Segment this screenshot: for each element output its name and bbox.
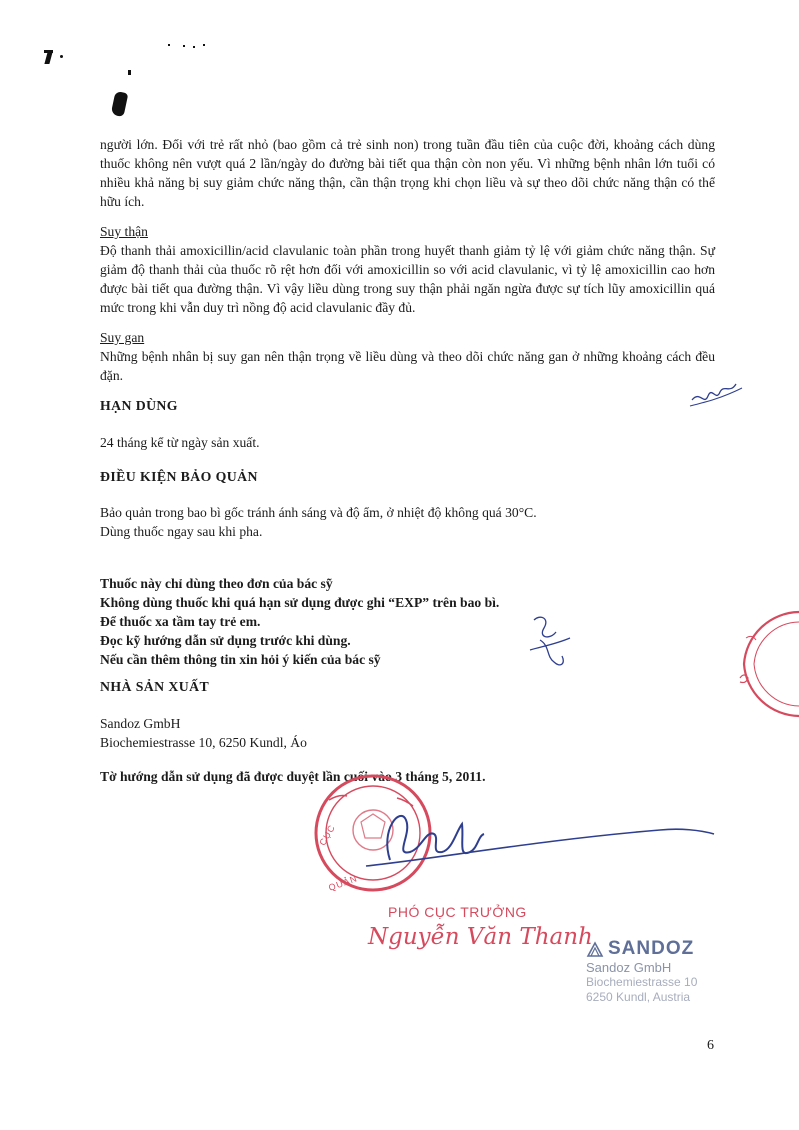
- signature-mark: [520, 610, 580, 672]
- manufacturer-info: [100, 714, 307, 752]
- storage-text: [100, 503, 537, 541]
- company-brand-row: [586, 938, 786, 960]
- manufacturer-address: Biochemiestrasse 10, 6250 Kundl, Áo: [100, 735, 307, 750]
- hepatic-paragraph: Những bệnh nhân bị suy gan nên thận trọng về liều dùng và theo dõi chức năng gan ở những khoảng cách đều đặn.: [100, 349, 715, 383]
- company-brand: SANDOZ: [608, 938, 695, 959]
- official-signature: [360, 800, 720, 880]
- shelf-life-text: 24 tháng kể từ ngày sản xuất.: [100, 435, 260, 450]
- scan-mark: [111, 91, 129, 117]
- seal-fragment: QUẢN: [327, 873, 359, 893]
- official-title: PHÓ CỤC TRƯỞNG: [388, 904, 527, 920]
- warning-line: Nếu cần thêm thông tin xin hỏi ý kiến của bác sỹ: [100, 652, 381, 667]
- storage-heading: ĐIỀU KIỆN BẢO QUẢN: [100, 469, 258, 484]
- hepatic-heading: Suy gan: [100, 330, 145, 345]
- renal-paragraph: Độ thanh thải amoxicillin/acid clavulanic toàn phần trong huyết thanh giảm tỷ lệ với giảm chức năng thận. Sự giảm độ thanh thải của thuốc rõ rệt hơn đối với amoxicillin so với acid clavulanic, vì tỷ lệ amoxicillin cao hơn được bài tiết qua đường thận. Vì vậy liều dùng trong suy thận phải ngăn ngừa được sự tích lũy amoxicillin quá mức trong khi vẫn duy trì nồng độ acid clavulanic đầy đủ.: [100, 243, 715, 315]
- company-stamp-line: Sandoz GmbH: [586, 960, 672, 975]
- scan-mark: [60, 55, 63, 58]
- manufacturer-name: Sandoz GmbH: [100, 716, 181, 731]
- manufacturer-heading: NHÀ SẢN XUẤT: [100, 679, 210, 694]
- official-name: Nguyễn Văn Thanh: [368, 924, 593, 950]
- scan-mark: [44, 50, 53, 53]
- approval-line: Tờ hướng dẫn sử dụng đã được duyệt lần cuối vào 3 tháng 5, 2011.: [100, 769, 486, 784]
- warning-line: Để thuốc xa tầm tay trẻ em.: [100, 614, 261, 629]
- warnings-block: [100, 574, 499, 669]
- sandoz-logo-icon: [586, 941, 604, 957]
- scan-mark: [44, 52, 52, 64]
- storage-line: Dùng thuốc ngay sau khi pha.: [100, 524, 263, 539]
- scan-mark: [168, 44, 170, 46]
- warning-line: Không dùng thuốc khi quá hạn sử dụng được ghi “EXP” trên bao bì.: [100, 595, 500, 610]
- company-stamp-line: Biochemiestrasse 10: [586, 975, 698, 989]
- scan-mark: [193, 46, 195, 48]
- seal-fragment: CỤC: [317, 822, 338, 848]
- company-stamp-line: 6250 Kundl, Austria: [586, 990, 691, 1004]
- partial-stamp: [728, 608, 799, 720]
- shelf-life-heading: HẠN DÙNG: [100, 398, 178, 413]
- storage-line: Bảo quản trong bao bì gốc tránh ánh sáng và độ ẩm, ở nhiệt độ không quá 30°C.: [100, 505, 537, 520]
- scan-mark: [203, 44, 205, 46]
- warning-line: Thuốc này chỉ dùng theo đơn của bác sỹ: [100, 576, 333, 591]
- company-stamp: [586, 938, 786, 1005]
- page-number: 6: [707, 1038, 714, 1053]
- initials-mark: [686, 372, 746, 414]
- renal-heading: Suy thận: [100, 224, 148, 239]
- warning-line: Đọc kỹ hướng dẫn sử dụng trước khi dùng.: [100, 633, 351, 648]
- scan-mark: [183, 45, 185, 47]
- intro-paragraph: người lớn. Đối với trẻ rất nhỏ (bao gồm cả trẻ sinh non) trong tuần đầu tiên của cuộc đời, khoảng cách dùng thuốc không nên vượt quá 2 lần/ngày do đường bài tiết qua thận còn non yếu. Vì những bệnh nhân lớn tuổi có nhiều khả năng bị suy giảm chức năng thận, cần thận trọng khi chọn liều và sự theo dõi chức năng thận có thể hữu ích.: [100, 137, 715, 209]
- scan-mark: [128, 70, 131, 75]
